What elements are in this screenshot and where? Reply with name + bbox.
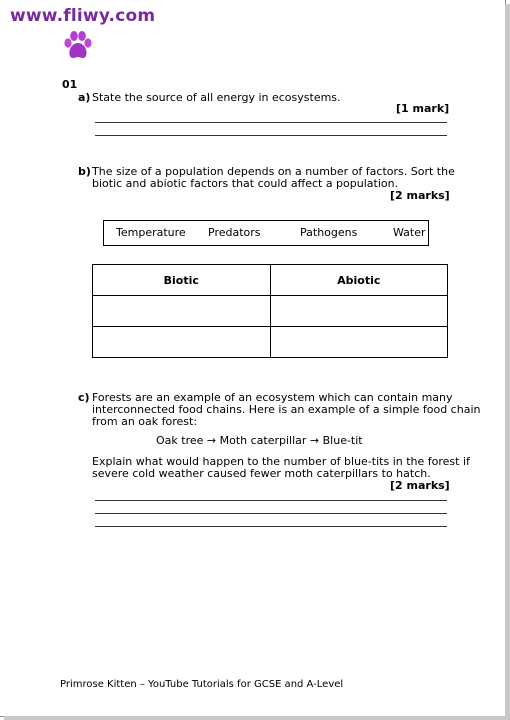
header-biotic: Biotic <box>93 265 271 296</box>
part-c-text-line3: from an oak forest: <box>92 415 198 428</box>
biotic-abiotic-table <box>92 264 448 358</box>
factor-predators: Predators <box>208 226 261 239</box>
part-c-label: c) <box>78 391 90 404</box>
table-cell[interactable] <box>270 327 448 358</box>
part-a-text: State the source of all energy in ecosystems. <box>92 91 341 104</box>
site-logo-text[interactable]: www.fliwy.com <box>10 6 156 26</box>
part-b-label: b) <box>78 165 91 178</box>
part-c-question-line1: Explain what would happen to the number of blue-tits in the forest if <box>92 455 470 468</box>
answer-line[interactable] <box>95 122 447 123</box>
footer-text: Primrose Kitten – YouTube Tutorials for GCSE and A-Level <box>60 679 344 690</box>
page-shadow-bottom <box>4 716 510 720</box>
part-b-text-line2: biotic and abiotic factors that could affect a population. <box>92 177 399 190</box>
food-chain: Oak tree → Moth caterpillar → Blue-tit <box>156 434 363 447</box>
factor-water: Water <box>393 226 426 239</box>
table-cell[interactable] <box>93 296 271 327</box>
factor-temperature: Temperature <box>116 226 186 239</box>
table-header-row <box>93 265 448 296</box>
part-a-label: a) <box>78 91 91 104</box>
part-c-question-line2: severe cold weather caused fewer moth caterpillars to hatch. <box>92 467 431 480</box>
factor-pathogens: Pathogens <box>300 226 358 239</box>
part-c-text-line1: Forests are an example of an ecosystem which can contain many <box>92 391 453 404</box>
part-b-text-line1: The size of a population depends on a number of factors. Sort the <box>92 165 455 178</box>
part-a-marks: [1 mark] <box>396 102 450 115</box>
answer-line[interactable] <box>95 526 447 527</box>
answer-line[interactable] <box>95 135 447 136</box>
table-cell[interactable] <box>93 327 271 358</box>
table-cell[interactable] <box>270 296 448 327</box>
header-abiotic: Abiotic <box>270 265 448 296</box>
part-b-marks: [2 marks] <box>390 189 450 202</box>
part-c-marks: [2 marks] <box>390 479 450 492</box>
question-number: 01 <box>62 78 78 91</box>
answer-line[interactable] <box>95 513 447 514</box>
paw-print-icon <box>62 30 94 62</box>
page-shadow-right <box>505 4 510 720</box>
part-c-text-line2: interconnected food chains. Here is an example of a simple food chain <box>92 403 481 416</box>
table-row <box>93 327 448 358</box>
table-row <box>93 296 448 327</box>
answer-line[interactable] <box>95 500 447 501</box>
